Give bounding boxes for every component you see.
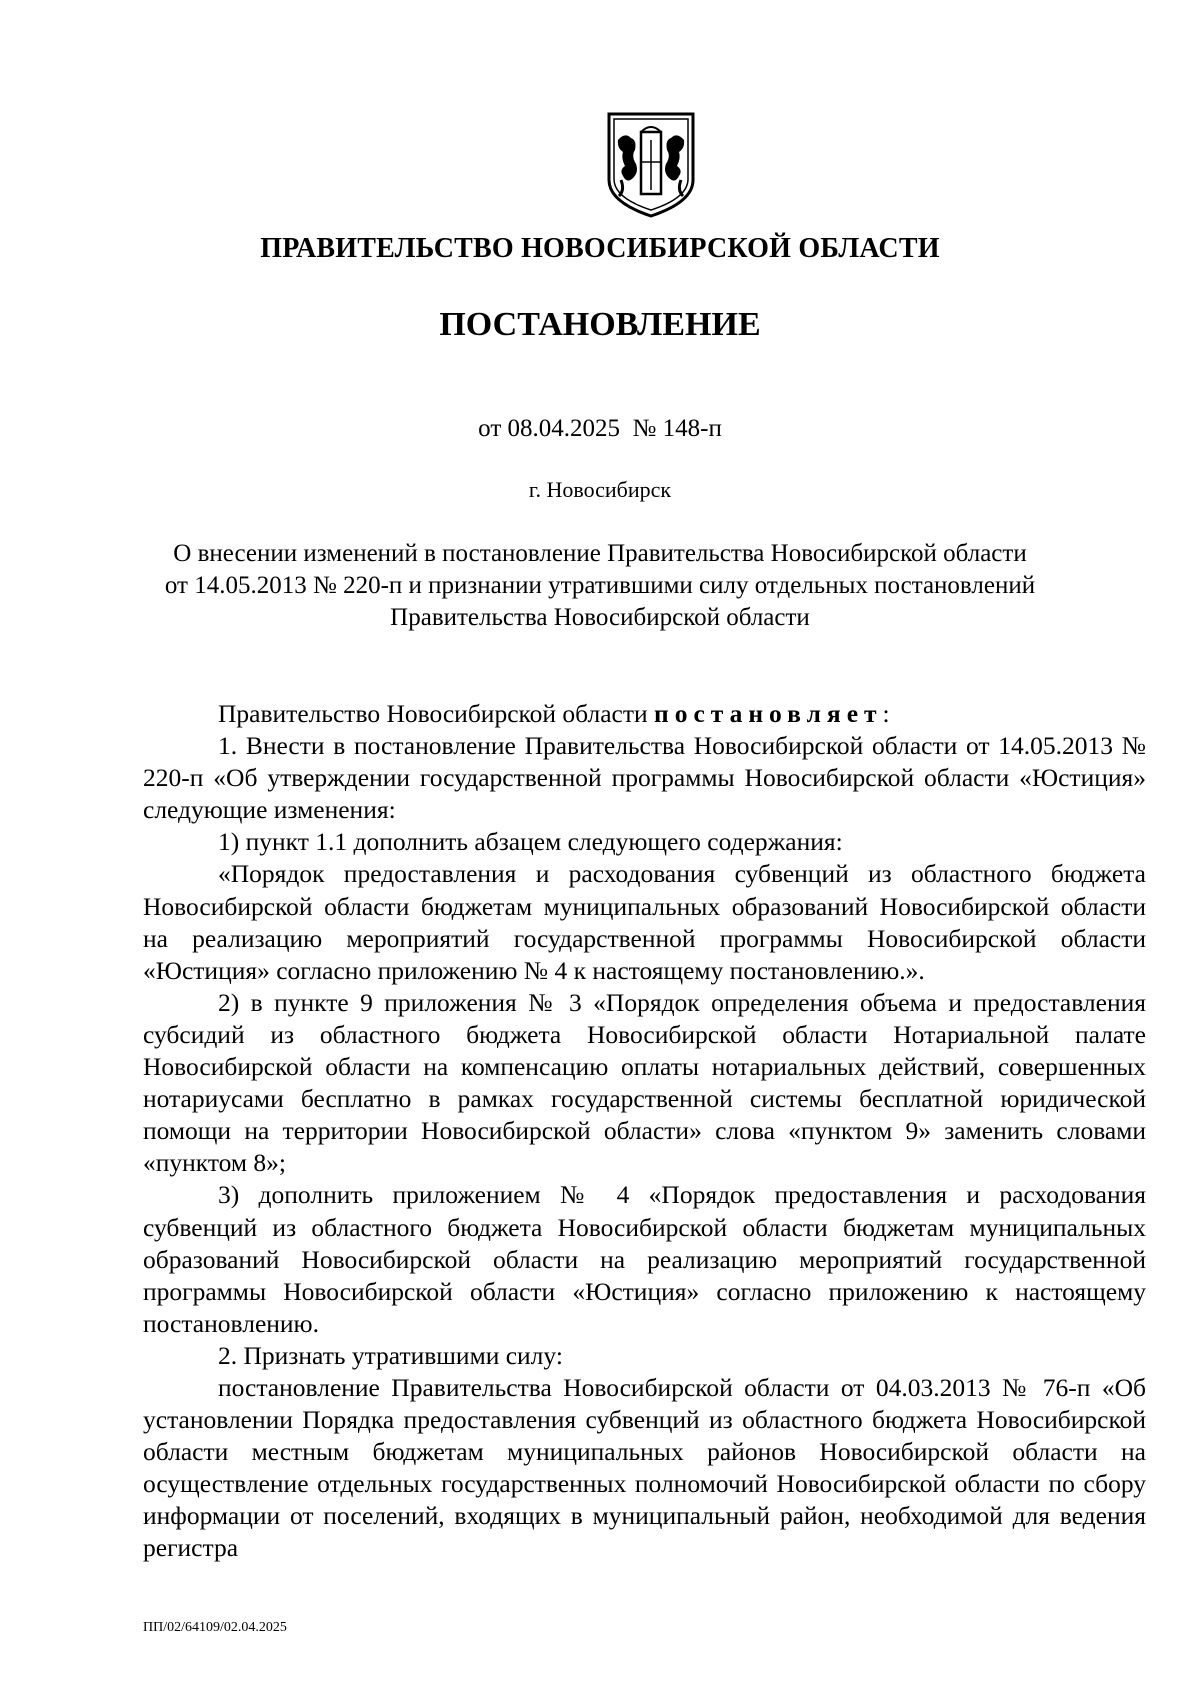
intro-suffix: : [882,699,890,728]
intro-verb: постановляет [654,699,883,728]
paragraph-quote: «Порядок предоставления и расходования субвенций из областного бюджета Новосибирской области бюджетам муниципальных образований Новосибирской области на реализацию мероприятий государственной программы Новосибирской области «Юстиция» согласно приложению № 4 к настоящему постановлению.». [143,859,1146,985]
resolution-intro [143,698,1146,730]
coat-of-arms-emblem [601,110,701,220]
document-subject [0,538,1200,634]
intro-prefix: Правительство Новосибирской области [218,699,654,728]
document-number-date: от 08.04.2025 № 148-п [478,415,722,442]
coat-of-arms-icon [601,110,701,220]
government-title: ПРАВИТЕЛЬСТВО НОВОСИБИРСКОЙ ОБЛАСТИ [260,233,940,264]
subject-line: Правительства Новосибирской области [390,604,810,631]
paragraph-item-1: 1. Внести в постановление Правительства Новосибирской области от 14.05.2013 № 220-п «Об утверждении государственной программы Новосибирской области «Юстиция» следующие изменения: [143,731,1146,825]
paragraph-item-2: 2. Признать утратившими силу: [218,1340,563,1370]
document-body [143,698,1146,1565]
paragraph-subitem-3: 3) дополнить приложением № 4 «Порядок предоставления и расходования субвенций из областного бюджета Новосибирской области бюджетам муниципальных образований Новосибирской области на реализацию мероприятий государственной программы Новосибирской области «Юстиция» согласно приложению к настоящему постановлению. [143,1180,1146,1338]
paragraph-subitem-2: 2) в пункте 9 приложения № 3 «Порядок определения объема и предоставления субсидий из областного бюджета Новосибирской области Нотариальной палате Новосибирской области на компенсацию оплаты нотариальных действий, совершенных нотариусами бесплатно в рамках государственной системы бесплатной юридической помощи на территории Новосибирской области» слова «пунктом 9» заменить словами «пунктом 8»; [143,987,1146,1178]
footer-document-code: ПП/02/64109/02.04.2025 [143,1620,287,1635]
subject-line: О внесении изменений в постановление Правительства Новосибирской области [173,540,1027,567]
document-kind: ПОСТАНОВЛЕНИЕ [439,306,761,343]
paragraph-subitem-1: 1) пункт 1.1 дополнить абзацем следующего содержания: [218,827,843,857]
document-city: г. Новосибирск [528,477,672,502]
paragraph-repealed: постановление Правительства Новосибирской области от 04.03.2013 № 76-п «Об установлении Порядка предоставления субвенций из областного бюджета Новосибирской области местным бюджетам муниципальных районов Новосибирской области на осуществление отдельных государственных полномочий Новосибирской области по сбору информации от поселений, входящих в муниципальный район, необходимой для ведения регистра [143,1372,1146,1563]
subject-line: от 14.05.2013 № 220-п и признании утратившими силу отдельных постановлений [164,572,1036,599]
